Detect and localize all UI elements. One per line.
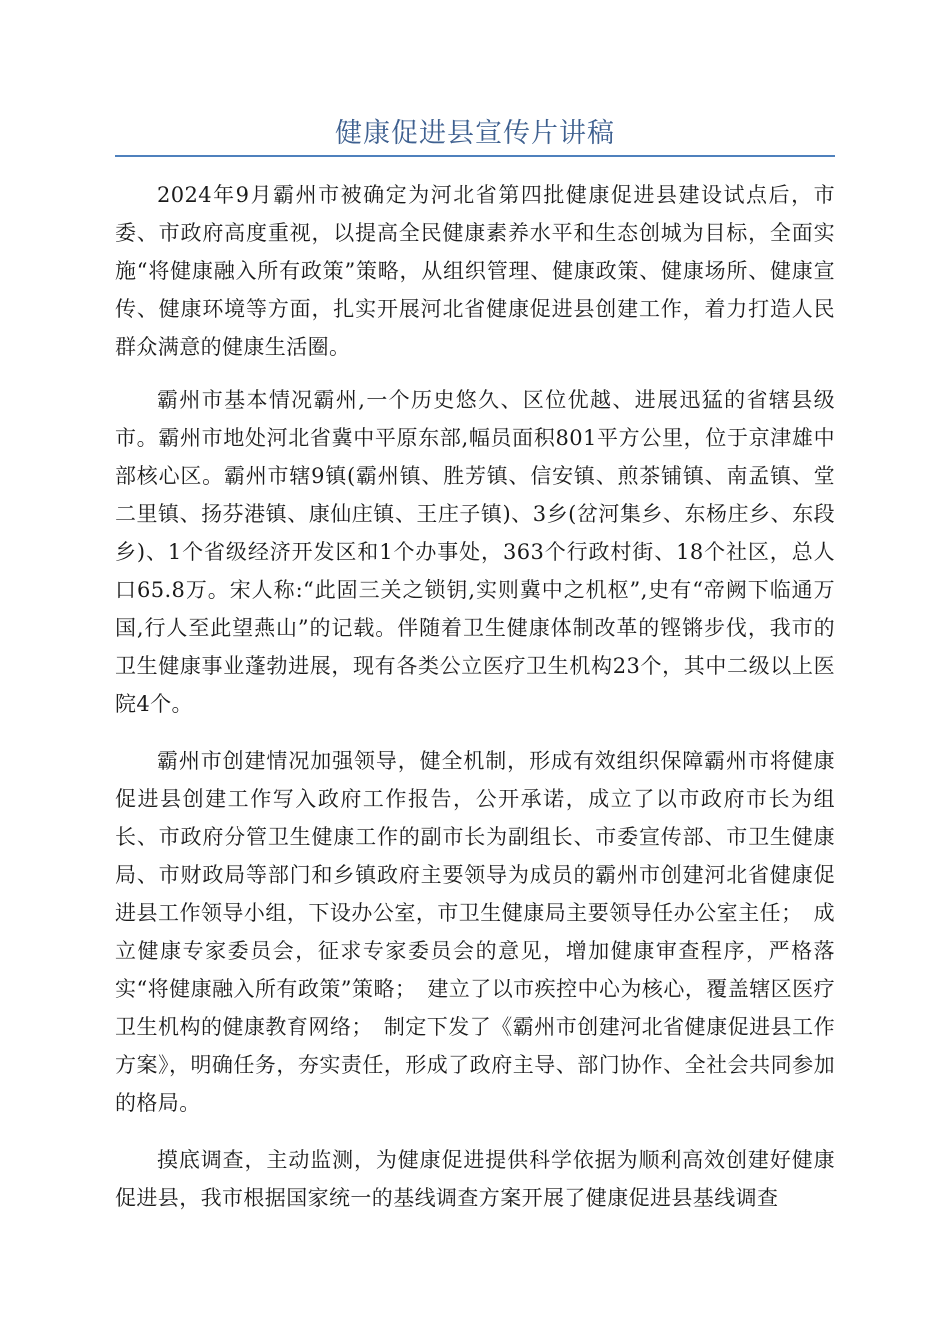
paragraph-creation-status: 霸州市创建情况加强领导，健全机制，形成有效组织保障霸州市将健康促进县创建工作写入政府工作报告，公开承诺，成立了以市政府市长为组长、市政府分管卫生健康工作的副市长为副组长、市委宣传部、市卫生健康局、市财政局等部门和乡镇政府主要领导为成员的霸州市创建河北省健康促进县工作领导小组，下设办公室，市卫生健康局主要领导任办公室主任； 成立健康专家委员会，征求专家委员会的意见，增加健康审查程序，严格落实“将健康融入所有政策”策略； 建立了以市疾控中心为核心，覆盖辖区医疗卫生机构的健康教育网络； 制定下发了《霸州市创建河北省健康促进县工作方案》，明确任务，夯实责任，形成了政府主导、部门协作、全社会共同参加的格局。 <box>115 749 835 1115</box>
paragraph-basic-info: 霸州市基本情况霸州,一个历史悠久、区位优越、进展迅猛的省辖县级市。霸州市地处河北省冀中平原东部,幅员面积801平方公里，位于京津雄中部核心区。霸州市辖9镇(霸州镇、胜芳镇、信安镇、煎茶铺镇、南孟镇、堂二里镇、扬芬港镇、康仙庄镇、王庄子镇)、3乡(岔河集乡、东杨庄乡、东段乡)、1个省级经济开发区和1个办事处，363个行政村街、18个社区，总人口65.8万。宋人称:“此固三关之锁钥,实则冀中之机枢”,史有“帝阙下临通万国,行人至此望燕山”的记载。伴随着卫生健康体制改革的铿锵步伐，我市的卫生健康事业蓬勃进展，现有各类公立医疗卫生机构23个，其中二级以上医院4个。 <box>115 388 835 716</box>
paragraph-survey: 摸底调查，主动监测，为健康促进提供科学依据为顺利高效创建好健康促进县，我市根据国家统一的基线调查方案开展了健康促进县基线调查 <box>115 1148 835 1210</box>
title-underline <box>115 155 835 157</box>
paragraph-intro: 2024年9月霸州市被确定为河北省第四批健康促进县建设试点后，市委、市政府高度重视，以提高全民健康素养水平和生态创城为目标，全面实施“将健康融入所有政策”策略，从组织管理、健康政策、健康场所、健康宣传、健康环境等方面，扎实开展河北省健康促进县创建工作，着力打造人民群众满意的健康生活圈。 <box>115 183 835 359</box>
document-title: 健康促进县宣传片讲稿 <box>335 118 615 149</box>
